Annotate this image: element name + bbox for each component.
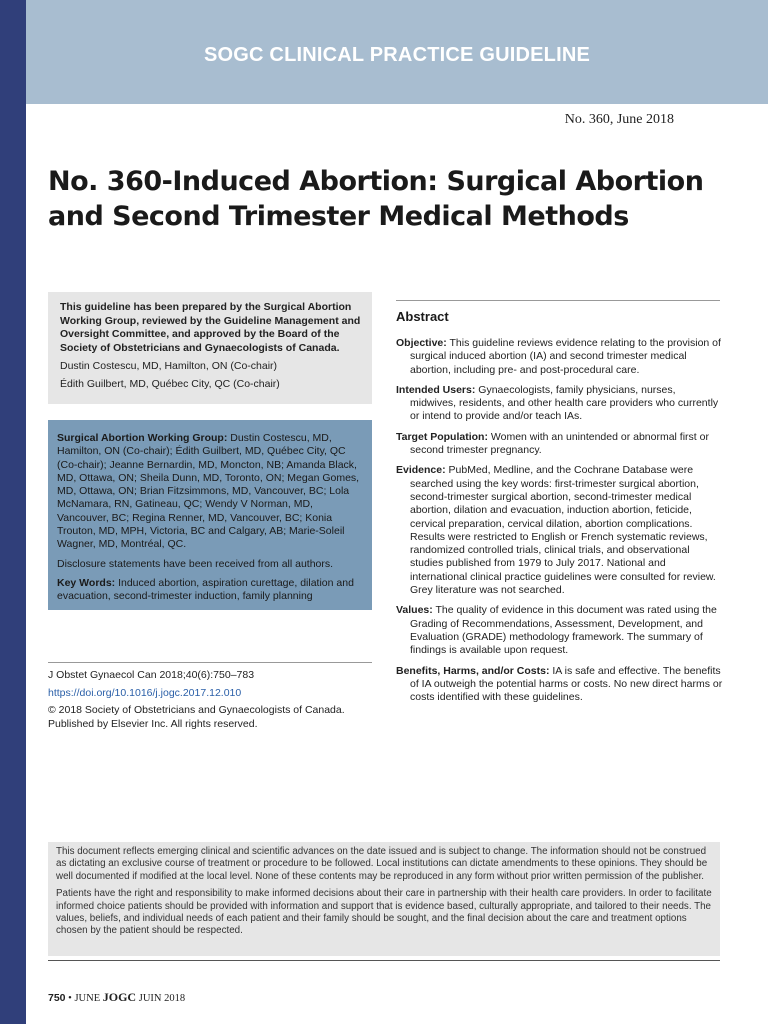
abstract-item-text: IA is safe and effective. The benefits of IA outweigh the potential harms or costs. No new direct harms or costs identified with these guidelines. (410, 664, 723, 704)
article-title-line1: No. 360-Induced Abortion: Surgical Abortion (48, 166, 704, 197)
disclaimer-paragraph-1: This document reflects emerging clinical and scientific advances on the date issued and is subject to change. The information should not be construed as dictating an exclusive course of treatment or procedure to be followed. Local institutions can dictate amendments to these opinions. They should be well documented if modified at the local level. None of these contents may be reproduced in any form without prior written permission of the publisher. (56, 846, 708, 882)
prepared-by-box (48, 292, 372, 404)
disclosure-statement: Disclosure statements have been received from all authors. (57, 557, 334, 570)
working-group-label: Surgical Abortion Working Group: (57, 432, 228, 444)
footer-month: JUNE (74, 993, 101, 1004)
footer-journal: JOGC (102, 990, 137, 1004)
abstract-heading: Abstract (396, 309, 449, 324)
article-title-line2: and Second Trimester Medical Methods (48, 201, 629, 232)
abstract-intended-users (396, 384, 724, 424)
key-words (57, 577, 362, 604)
journal-citation: J Obstet Gynaecol Can 2018;40(6):750–783 (48, 669, 255, 681)
abstract-item-label: Target Population: (396, 430, 488, 443)
abstract-item-label: Objective: (396, 337, 447, 349)
key-words-label: Key Words: (57, 576, 116, 589)
cochair-2: Édith Guilbert, MD, Québec City, QC (Co-chair) (60, 378, 280, 390)
abstract-item-label: Intended Users: (396, 383, 476, 396)
abstract-item-label: Benefits, Harms, and/or Costs: (396, 664, 550, 677)
abstract-benefits-harms (396, 665, 724, 705)
copyright-notice: © 2018 Society of Obstetricians and Gynaecologists of Canada. Published by Elsevier Inc. All rights reserved. (48, 704, 345, 730)
working-group-text: Dustin Costescu, MD, Hamilton, ON (Co-chair); Édith Guilbert, MD, Québec City, QC (Co-chair); Jeanne Bernardin, MD, Moncton, NB; Amanda Black, MD, Ottawa, ON; Sheila Dunn, MD, Toronto, ON; Megan Gomes, MD, Ottawa, ON; Brian Fitzsimmons, MD, Vancouver, BC; Lola McNamara, RN, Gatineau, QC; Wendy V Norman, MD, Vancouver, BC; Regina Renner, MD, Vancouver, BC; Konia Trouton, MD, MPH, Victoria, BC and Calgary, AB; Marie-Soleil Wagner, MD, Montréal, QC. (57, 432, 360, 551)
abstract-item-text: This guideline reviews evidence relating to the provision of surgical induced abortion (IA) and second trimester medical abortion, including pre- and post-procedural care. (410, 337, 721, 376)
disclaimer-paragraph-2: Patients have the right and responsibility to make informed decisions about their care in partnership with their health care providers. In order to facilitate informed choice patients should be provided with information and support that is evidence based, culturally appropriate, and tailored to their needs. The values, beliefs, and individual needs of each patient and their family should be sought, and the final decision about the care and treatment options chosen by the patient should be respected. (56, 888, 712, 937)
footer-separator: • (68, 993, 72, 1004)
series-title: SOGC CLINICAL PRACTICE GUIDELINE (203, 44, 591, 66)
abstract-target-population (396, 431, 724, 458)
abstract-item-text: PubMed, Medline, and the Cochrane Database were searched using the key words: first-trimester surgical abortion, second-trimester surgical abortion, second-trimester medical abortion, dilation and evacuation, induction abortion, feticide, cervical preparation, cervical dilation, abortion complications. Results were restricted to English or French systematic reviews, randomized controlled trials, clinical trials, and observational studies published from 1979 to July 2017. National and international clinical practice guidelines were consulted for review. Grey literature was not searched. (410, 464, 716, 597)
page-footer (48, 990, 185, 1005)
abstract-objective (396, 337, 724, 377)
abstract-section (396, 300, 724, 711)
working-group-box (48, 420, 372, 610)
citation-block (48, 662, 378, 735)
abstract-divider (396, 300, 720, 301)
abstract-item-label: Values: (396, 604, 433, 617)
footer-divider (48, 960, 720, 961)
abstract-item-label: Evidence: (396, 464, 446, 477)
article-title (48, 164, 738, 234)
footer-month-year: JUIN 2018 (138, 993, 186, 1004)
header-band (26, 0, 768, 104)
abstract-item-text: The quality of evidence in this document was rated using the Grading of Recommendations, Assessment, Development, and Evaluation (GRADE) methodology framework. The summary of findings is available upon request. (410, 604, 717, 657)
abstract-item-text: Women with an unintended or abnormal first or second trimester pregnancy. (410, 430, 709, 457)
issue-number: No. 360, June 2018 (564, 112, 674, 127)
abstract-values (396, 604, 724, 657)
abstract-evidence (396, 464, 724, 597)
abstract-item-text: Gynaecologists, family physicians, nurses, midwives, residents, and other health care providers who currently or intend to provide and/or teach IAs. (410, 383, 719, 423)
prepared-by-statement: This guideline has been prepared by the Surgical Abortion Working Group, reviewed by the Guideline Management and Oversight Committee, and approved by the Board of the Society of Obstetricians and Gynaecologists of Canada. (60, 301, 361, 354)
working-group-members (57, 432, 362, 552)
cochair-1: Dustin Costescu, MD, Hamilton, ON (Co-chair) (60, 360, 278, 372)
doi-link[interactable]: https://doi.org/10.1016/j.jogc.2017.12.010 (48, 686, 242, 699)
key-words-text: Induced abortion, aspiration curettage, dilation and evacuation, second-trimester induction, family planning (57, 576, 354, 603)
citation-divider (48, 662, 372, 663)
disclaimer-box (48, 842, 720, 956)
side-stripe (0, 0, 26, 1024)
page-number: 750 (48, 992, 66, 1004)
